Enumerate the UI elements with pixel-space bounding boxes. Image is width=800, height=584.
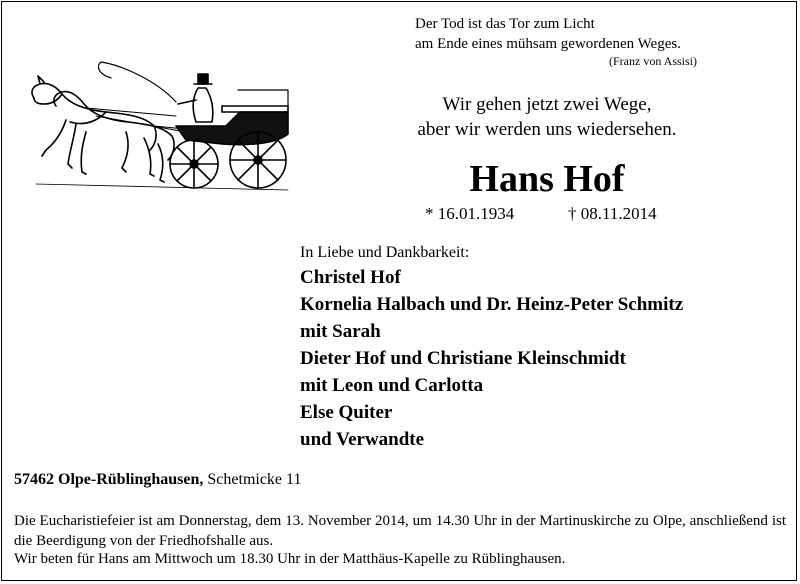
- death-date: † 08.11.2014: [568, 204, 657, 223]
- mourner-line: Christel Hof: [300, 267, 401, 288]
- mourner-line: mit Leon und Carlotta: [300, 375, 484, 396]
- prayer-notice: Wir beten für Hans am Mittwoch um 18.30 Uhr in der Matthäus-Kapelle zu Rüblinghausen.: [14, 551, 566, 567]
- mourner-line: Else Quiter: [300, 402, 393, 423]
- quote-source: (Franz von Assisi): [609, 54, 697, 68]
- motto-line-2: aber wir werden uns wiedersehen.: [417, 119, 677, 140]
- mourners-list: [300, 264, 683, 453]
- motto-line-1: Wir gehen jetzt zwei Wege,: [442, 94, 652, 115]
- address-street: Schetmicke 11: [207, 471, 302, 488]
- deceased-name: Hans Hof: [469, 158, 625, 200]
- mourner-line: und Verwandte: [300, 429, 425, 450]
- horse-carriage-icon: [26, 60, 298, 194]
- mourner-line: Kornelia Halbach und Dr. Heinz-Peter Schmitz: [300, 294, 684, 315]
- motto: [302, 92, 792, 142]
- mourner-line: Dieter Hof und Christiane Kleinschmidt: [300, 348, 626, 369]
- funeral-notice: Die Eucharistiefeier ist am Donnerstag, dem 13. November 2014, um 14.30 Uhr in der Martinuskirche zu Olpe, anschließend ist die Beerdigung von der Friedhofshalle aus.: [14, 513, 786, 549]
- quote-line-2: am Ende eines mühsam gewordenen Weges.: [415, 36, 681, 52]
- mourners-intro: In Liebe und Dankbarkeit:: [300, 244, 470, 261]
- epitaph-quote: [415, 14, 681, 54]
- mourner-line: mit Sarah: [300, 321, 381, 342]
- family-address: [14, 471, 301, 489]
- obituary-notice: [1, 1, 797, 581]
- quote-line-1: Der Tod ist das Tor zum Licht: [415, 16, 595, 32]
- birth-date: * 16.01.1934: [425, 204, 515, 223]
- address-place: 57462 Olpe-Rüblinghausen,: [14, 471, 204, 488]
